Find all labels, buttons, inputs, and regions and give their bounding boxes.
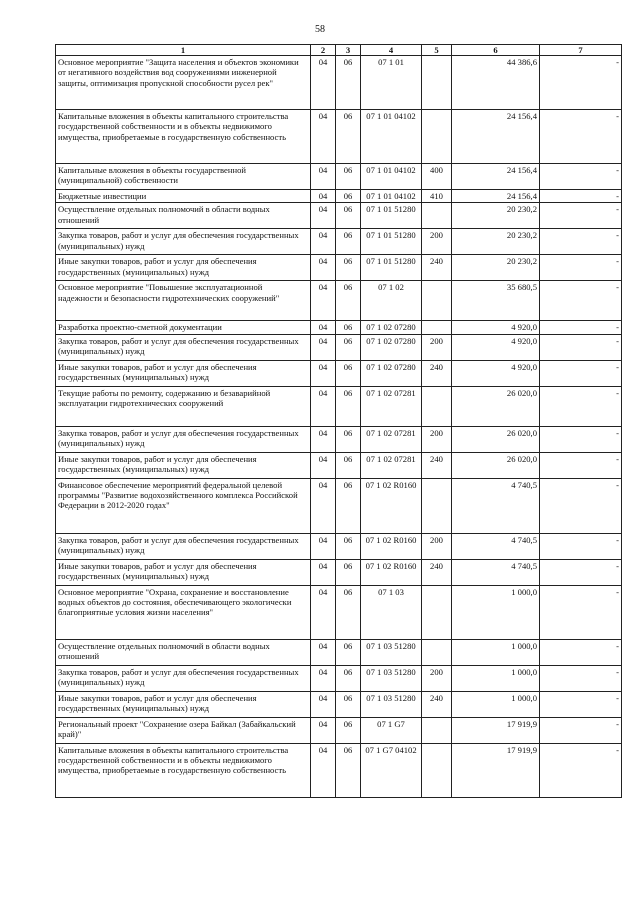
row-expense-type-cell: [422, 743, 452, 797]
table-row: [56, 164, 622, 190]
row-expense-type-cell: 240: [422, 452, 452, 478]
row-extra-cell: -: [540, 639, 622, 665]
row-expense-type-cell: [422, 639, 452, 665]
row-name-cell: Финансовое обеспечение мероприятий федеральной целевой программы "Развитие водохозяйственного комплекса Российской Федерации в 2012-2020 годах": [56, 478, 311, 533]
row-expense-type-cell: 200: [422, 229, 452, 255]
row-subsection-cell: 06: [336, 743, 361, 797]
table-row: [56, 56, 622, 110]
header-cell: 1: [56, 45, 311, 56]
table-row: [56, 452, 622, 478]
row-subsection-cell: 06: [336, 255, 361, 281]
row-extra-cell: -: [540, 229, 622, 255]
row-name-cell: Осуществление отдельных полномочий в области водных отношений: [56, 203, 311, 229]
row-amount-cell: 24 156,4: [452, 164, 540, 190]
row-section-cell: 04: [311, 229, 336, 255]
row-extra-cell: -: [540, 585, 622, 639]
row-section-cell: 04: [311, 665, 336, 691]
row-extra-cell: -: [540, 691, 622, 717]
row-section-cell: 04: [311, 56, 336, 110]
row-expense-type-cell: 240: [422, 255, 452, 281]
row-extra-cell: -: [540, 360, 622, 386]
row-target-article-cell: 07 1 02 07280: [361, 334, 422, 360]
row-extra-cell: -: [540, 203, 622, 229]
row-target-article-cell: 07 1 G7 04102: [361, 743, 422, 797]
row-expense-type-cell: [422, 321, 452, 334]
table-row: [56, 255, 622, 281]
row-extra-cell: -: [540, 478, 622, 533]
row-section-cell: 04: [311, 478, 336, 533]
row-target-article-cell: 07 1 03: [361, 585, 422, 639]
row-name-cell: Капитальные вложения в объекты государственной (муниципальной) собственности: [56, 164, 311, 190]
row-amount-cell: 26 020,0: [452, 452, 540, 478]
row-target-article-cell: 07 1 02 07280: [361, 321, 422, 334]
row-target-article-cell: 07 1 01 51280: [361, 255, 422, 281]
row-section-cell: 04: [311, 533, 336, 559]
row-target-article-cell: 07 1 01 51280: [361, 203, 422, 229]
row-extra-cell: -: [540, 164, 622, 190]
row-amount-cell: 20 230,2: [452, 229, 540, 255]
row-subsection-cell: 06: [336, 360, 361, 386]
row-subsection-cell: 06: [336, 478, 361, 533]
row-subsection-cell: 06: [336, 321, 361, 334]
row-subsection-cell: 06: [336, 559, 361, 585]
table-row: [56, 585, 622, 639]
table-row: [56, 559, 622, 585]
row-name-cell: Иные закупки товаров, работ и услуг для обеспечения государственных (муниципальных) нужд: [56, 559, 311, 585]
row-name-cell: Закупка товаров, работ и услуг для обеспечения государственных (муниципальных) нужд: [56, 426, 311, 452]
header-row: [56, 45, 622, 56]
row-name-cell: Иные закупки товаров, работ и услуг для обеспечения государственных (муниципальных) нужд: [56, 255, 311, 281]
row-expense-type-cell: 240: [422, 360, 452, 386]
row-subsection-cell: 06: [336, 691, 361, 717]
row-section-cell: 04: [311, 360, 336, 386]
row-subsection-cell: 06: [336, 585, 361, 639]
row-name-cell: Закупка товаров, работ и услуг для обеспечения государственных (муниципальных) нужд: [56, 665, 311, 691]
header-cell: 6: [452, 45, 540, 56]
row-target-article-cell: 07 1 01 51280: [361, 229, 422, 255]
row-subsection-cell: 06: [336, 190, 361, 203]
row-section-cell: 04: [311, 452, 336, 478]
table-row: [56, 229, 622, 255]
row-section-cell: 04: [311, 281, 336, 321]
row-subsection-cell: 06: [336, 281, 361, 321]
row-extra-cell: -: [540, 426, 622, 452]
row-extra-cell: -: [540, 255, 622, 281]
row-target-article-cell: 07 1 02 07280: [361, 360, 422, 386]
row-extra-cell: -: [540, 386, 622, 426]
page-number: 58: [315, 24, 325, 35]
row-subsection-cell: 06: [336, 386, 361, 426]
row-target-article-cell: 07 1 02: [361, 281, 422, 321]
table-row: [56, 717, 622, 743]
header-cell: 7: [540, 45, 622, 56]
row-subsection-cell: 06: [336, 533, 361, 559]
row-extra-cell: -: [540, 717, 622, 743]
row-name-cell: Основное мероприятие "Повышение эксплуатационной надежности и безопасности гидротехнических сооружений": [56, 281, 311, 321]
table-row: [56, 321, 622, 334]
row-name-cell: Закупка товаров, работ и услуг для обеспечения государственных (муниципальных) нужд: [56, 334, 311, 360]
row-amount-cell: 1 000,0: [452, 691, 540, 717]
row-name-cell: Бюджетные инвестиции: [56, 190, 311, 203]
row-amount-cell: 20 230,2: [452, 203, 540, 229]
table-row: [56, 743, 622, 797]
row-subsection-cell: 06: [336, 452, 361, 478]
row-section-cell: 04: [311, 110, 336, 164]
row-section-cell: 04: [311, 190, 336, 203]
row-target-article-cell: 07 1 02 07281: [361, 426, 422, 452]
row-expense-type-cell: [422, 585, 452, 639]
row-expense-type-cell: 410: [422, 190, 452, 203]
row-amount-cell: 4 740,5: [452, 478, 540, 533]
table-row: [56, 478, 622, 533]
row-extra-cell: -: [540, 190, 622, 203]
row-amount-cell: 20 230,2: [452, 255, 540, 281]
row-extra-cell: -: [540, 743, 622, 797]
table-row: [56, 190, 622, 203]
row-extra-cell: -: [540, 452, 622, 478]
row-name-cell: Основное мероприятие "Охрана, сохранение и восстановление водных объектов до состояния, обеспечивающего экологически благоприятные условия жизни населения": [56, 585, 311, 639]
row-amount-cell: 1 000,0: [452, 585, 540, 639]
table-row: [56, 639, 622, 665]
row-extra-cell: -: [540, 665, 622, 691]
table-row: [56, 334, 622, 360]
row-target-article-cell: 07 1 02 07281: [361, 386, 422, 426]
row-amount-cell: 26 020,0: [452, 386, 540, 426]
row-section-cell: 04: [311, 334, 336, 360]
row-amount-cell: 24 156,4: [452, 110, 540, 164]
row-target-article-cell: 07 1 03 51280: [361, 665, 422, 691]
row-name-cell: Иные закупки товаров, работ и услуг для обеспечения государственных (муниципальных) нужд: [56, 452, 311, 478]
row-section-cell: 04: [311, 164, 336, 190]
row-subsection-cell: 06: [336, 334, 361, 360]
table-row: [56, 360, 622, 386]
row-section-cell: 04: [311, 255, 336, 281]
row-section-cell: 04: [311, 426, 336, 452]
row-amount-cell: 1 000,0: [452, 665, 540, 691]
row-expense-type-cell: 200: [422, 426, 452, 452]
row-subsection-cell: 06: [336, 229, 361, 255]
row-expense-type-cell: 400: [422, 164, 452, 190]
row-expense-type-cell: [422, 203, 452, 229]
header-cell: 3: [336, 45, 361, 56]
row-subsection-cell: 06: [336, 56, 361, 110]
row-section-cell: 04: [311, 743, 336, 797]
row-subsection-cell: 06: [336, 164, 361, 190]
row-amount-cell: 35 680,5: [452, 281, 540, 321]
row-extra-cell: -: [540, 56, 622, 110]
row-expense-type-cell: [422, 110, 452, 164]
row-extra-cell: -: [540, 110, 622, 164]
table-row: [56, 691, 622, 717]
row-expense-type-cell: [422, 717, 452, 743]
row-amount-cell: 17 919,9: [452, 743, 540, 797]
row-target-article-cell: 07 1 01: [361, 56, 422, 110]
row-extra-cell: -: [540, 559, 622, 585]
row-amount-cell: 1 000,0: [452, 639, 540, 665]
row-target-article-cell: 07 1 01 04102: [361, 164, 422, 190]
row-extra-cell: -: [540, 533, 622, 559]
row-amount-cell: 24 156,4: [452, 190, 540, 203]
row-section-cell: 04: [311, 321, 336, 334]
row-name-cell: Разработка проектно-сметной документации: [56, 321, 311, 334]
header-cell: 5: [422, 45, 452, 56]
table-row: [56, 203, 622, 229]
row-amount-cell: 4 920,0: [452, 334, 540, 360]
row-amount-cell: 26 020,0: [452, 426, 540, 452]
row-subsection-cell: 06: [336, 110, 361, 164]
budget-table: [55, 44, 622, 798]
table-row: [56, 110, 622, 164]
row-subsection-cell: 06: [336, 639, 361, 665]
row-name-cell: Текущие работы по ремонту, содержанию и безаварийной эксплуатации гидротехнических сооружений: [56, 386, 311, 426]
row-amount-cell: 17 919,9: [452, 717, 540, 743]
row-section-cell: 04: [311, 639, 336, 665]
row-amount-cell: 4 920,0: [452, 321, 540, 334]
row-amount-cell: 4 740,5: [452, 533, 540, 559]
row-extra-cell: -: [540, 334, 622, 360]
row-extra-cell: -: [540, 321, 622, 334]
row-name-cell: Региональный проект "Сохранение озера Байкал (Забайкальский край)": [56, 717, 311, 743]
row-section-cell: 04: [311, 691, 336, 717]
header-cell: 2: [311, 45, 336, 56]
header-cell: 4: [361, 45, 422, 56]
row-amount-cell: 4 740,5: [452, 559, 540, 585]
row-target-article-cell: 07 1 02 07281: [361, 452, 422, 478]
row-expense-type-cell: [422, 478, 452, 533]
row-amount-cell: 4 920,0: [452, 360, 540, 386]
row-section-cell: 04: [311, 386, 336, 426]
row-target-article-cell: 07 1 02 R0160: [361, 478, 422, 533]
row-extra-cell: -: [540, 281, 622, 321]
row-name-cell: Капитальные вложения в объекты капитального строительства государственной собственности и в объекты недвижимого имущества, приобретаемые в государственную собственность: [56, 110, 311, 164]
row-expense-type-cell: [422, 281, 452, 321]
row-target-article-cell: 07 1 01 04102: [361, 190, 422, 203]
row-subsection-cell: 06: [336, 717, 361, 743]
table-row: [56, 426, 622, 452]
row-name-cell: Основное мероприятие "Защита населения и объектов экономики от негативного воздействия вод сооружениями инженерной защиты, оптимизация пропускной способности русел рек": [56, 56, 311, 110]
table-row: [56, 665, 622, 691]
row-section-cell: 04: [311, 559, 336, 585]
row-target-article-cell: 07 1 01 04102: [361, 110, 422, 164]
row-target-article-cell: 07 1 02 R0160: [361, 559, 422, 585]
row-expense-type-cell: 200: [422, 334, 452, 360]
row-name-cell: Закупка товаров, работ и услуг для обеспечения государственных (муниципальных) нужд: [56, 229, 311, 255]
row-name-cell: Иные закупки товаров, работ и услуг для обеспечения государственных (муниципальных) нужд: [56, 691, 311, 717]
row-expense-type-cell: 240: [422, 559, 452, 585]
row-target-article-cell: 07 1 03 51280: [361, 691, 422, 717]
table-row: [56, 386, 622, 426]
row-section-cell: 04: [311, 585, 336, 639]
row-section-cell: 04: [311, 203, 336, 229]
row-subsection-cell: 06: [336, 203, 361, 229]
row-expense-type-cell: [422, 386, 452, 426]
table-row: [56, 533, 622, 559]
row-subsection-cell: 06: [336, 665, 361, 691]
row-target-article-cell: 07 1 02 R0160: [361, 533, 422, 559]
row-expense-type-cell: [422, 56, 452, 110]
row-expense-type-cell: 200: [422, 533, 452, 559]
row-target-article-cell: 07 1 03 51280: [361, 639, 422, 665]
row-name-cell: Осуществление отдельных полномочий в области водных отношений: [56, 639, 311, 665]
row-name-cell: Иные закупки товаров, работ и услуг для обеспечения государственных (муниципальных) нужд: [56, 360, 311, 386]
row-name-cell: Закупка товаров, работ и услуг для обеспечения государственных (муниципальных) нужд: [56, 533, 311, 559]
row-section-cell: 04: [311, 717, 336, 743]
row-subsection-cell: 06: [336, 426, 361, 452]
row-target-article-cell: 07 1 G7: [361, 717, 422, 743]
row-expense-type-cell: 200: [422, 665, 452, 691]
table-row: [56, 281, 622, 321]
row-amount-cell: 44 386,6: [452, 56, 540, 110]
row-expense-type-cell: 240: [422, 691, 452, 717]
row-name-cell: Капитальные вложения в объекты капитального строительства государственной собственности и в объекты недвижимого имущества, приобретаемые в государственную собственность: [56, 743, 311, 797]
